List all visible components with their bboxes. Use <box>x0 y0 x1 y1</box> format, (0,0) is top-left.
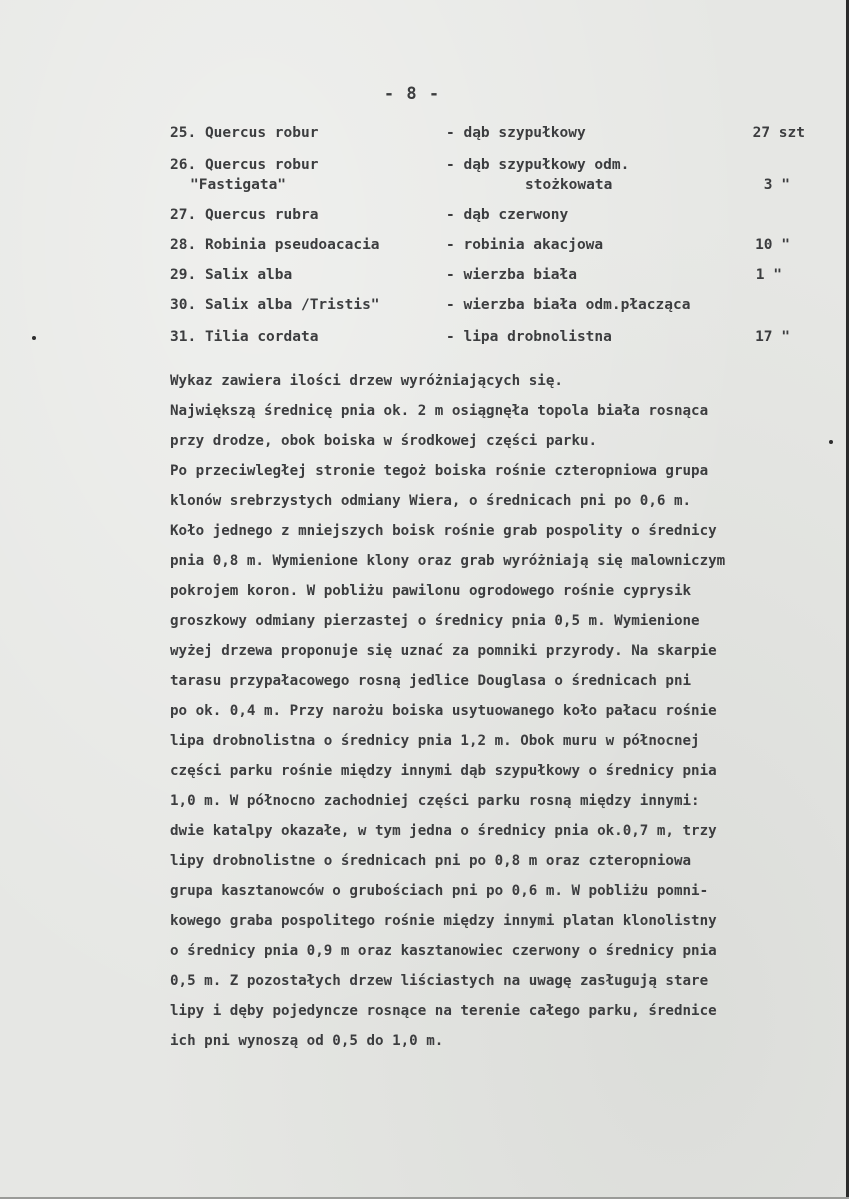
text-line: pokrojem koron. W pobliżu pawilonu ogrodowego rośnie cyprysik <box>170 583 692 599</box>
punch-mark-dot <box>32 336 36 340</box>
latin-name: 28. Robinia pseudoacacia <box>170 237 380 253</box>
text-line: grupa kasztanowców o grubościach pni po 0,6 m. W pobliżu pomni- <box>170 883 709 899</box>
quantity: 1 " <box>755 267 782 283</box>
polish-name: - dąb szypułkowy <box>446 125 586 141</box>
polish-name: - dąb czerwony <box>446 207 569 223</box>
text-line: klonów srebrzystych odmiany Wiera, o średnicach pni po 0,6 m. <box>170 493 692 509</box>
latin-name: 26. Quercus robur <box>170 157 319 173</box>
text-line: kowego graba pospolitego rośnie między innymi platan klonolistny <box>170 913 717 929</box>
text-line: o średnicy pnia 0,9 m oraz kasztanowiec czerwony o średnicy pnia <box>170 943 717 959</box>
text-line: lipy drobnolistne o średnicach pni po 0,8 m oraz czteropniowa <box>170 853 692 869</box>
text-line: lipa drobnolistna o średnicy pnia 1,2 m. Obok muru w północnej <box>170 733 700 749</box>
polish-name: - wierzba biała <box>446 267 577 283</box>
text-line: ich pni wynoszą od 0,5 do 1,0 m. <box>170 1033 444 1049</box>
latin-name: 27. Quercus rubra <box>170 207 319 223</box>
polish-variety: stożkowata <box>525 177 613 193</box>
text-line: części parku rośnie między innymi dąb szypułkowy o średnicy pnia <box>170 763 717 779</box>
quantity: 3 " <box>763 177 790 193</box>
text-line: przy drodze, obok boiska w środkowej części parku. <box>170 433 598 449</box>
text-line: lipy i dęby pojedyncze rosnące na terenie całego parku, średnice <box>170 1003 717 1019</box>
text-line: pnia 0,8 m. Wymienione klony oraz grab wyróżniają się malowniczym <box>170 553 726 569</box>
punch-mark-dot <box>829 440 833 444</box>
latin-name: 25. Quercus robur <box>170 125 319 141</box>
quantity: 27 szt <box>752 125 805 141</box>
body-text <box>170 366 830 1056</box>
text-line: Największą średnicę pnia ok. 2 m osiągnęła topola biała rosnąca <box>170 403 709 419</box>
polish-name: - lipa drobnolistna <box>446 329 612 345</box>
quantity: 10 " <box>755 237 790 253</box>
text-line: Po przeciwległej stronie tegoż boiska rośnie czteropniowa grupa <box>170 463 709 479</box>
text-line: Koło jednego z mniejszych boisk rośnie grab pospolity o średnicy <box>170 523 717 539</box>
polish-name: - robinia akacjowa <box>446 237 604 253</box>
text-line: groszkowy odmiany pierzastej o średnicy pnia 0,5 m. Wymienione <box>170 613 700 629</box>
latin-name: 31. Tilia cordata <box>170 329 319 345</box>
text-line: 0,5 m. Z pozostałych drzew liściastych na uwagę zasługują stare <box>170 973 709 989</box>
page-number: - 8 - <box>383 84 441 104</box>
text-line: tarasu przypałacowego rosną jedlice Douglasa o średnicach pni <box>170 673 692 689</box>
text-line: wyżej drzewa proponuje się uznać za pomniki przyrody. Na skarpie <box>170 643 717 659</box>
latin-name: 30. Salix alba /Tristis" <box>170 297 380 313</box>
text-line: dwie katalpy okazałe, w tym jedna o średnicy pnia ok.0,7 m, trzy <box>170 823 717 839</box>
quantity: 17 " <box>755 329 790 345</box>
text-line: Wykaz zawiera ilości drzew wyróżniających się. <box>170 373 563 389</box>
text-line: 1,0 m. W północno zachodniej części parku rosną między innymi: <box>170 793 700 809</box>
polish-name: - wierzba biała odm.płacząca <box>446 297 691 313</box>
polish-name: - dąb szypułkowy odm. <box>446 157 630 173</box>
text-line: po ok. 0,4 m. Przy narożu boiska usytuowanego koło pałacu rośnie <box>170 703 717 719</box>
latin-cultivar: "Fastigata" <box>190 177 287 193</box>
latin-name: 29. Salix alba <box>170 267 293 283</box>
